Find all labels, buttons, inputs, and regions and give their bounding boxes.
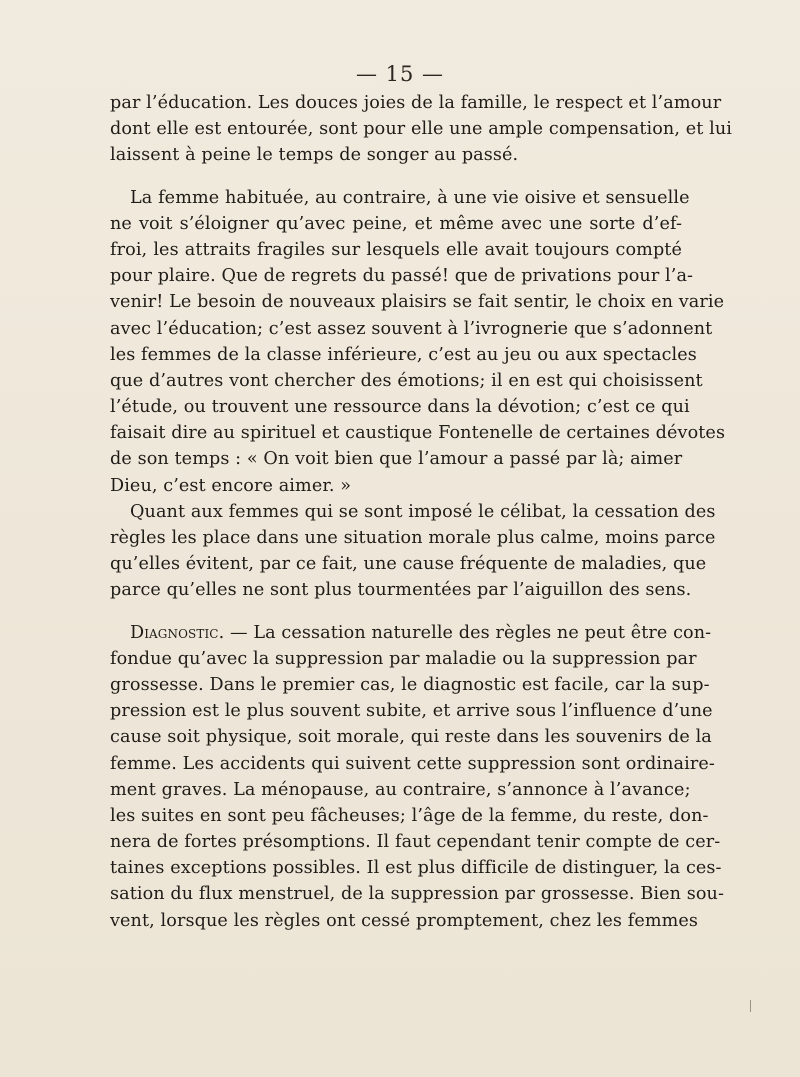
text-line: sation du flux menstruel, de la suppression par grossesse. Bien sou- — [110, 884, 725, 905]
text-line: l’étude, ou trouvent une ressource dans la dévotion; c’est ce qui — [110, 397, 690, 418]
text-line: grossesse. Dans le premier cas, le diagnostic est facile, car la sup- — [110, 674, 710, 695]
paragraph-1 — [110, 90, 733, 169]
text-line: ne voit s’éloigner qu’avec peine, et même avec une sorte d’ef- — [110, 213, 682, 234]
text-line: cause soit physique, soit morale, qui reste dans les souvenirs de la — [110, 727, 712, 748]
text-line: les suites en sont peu fâcheuses; l’âge de la femme, du reste, don- — [110, 805, 709, 826]
text-line: venir! Le besoin de nouveaux plaisirs se fait sentir, le choix en varie — [110, 292, 725, 313]
text-line: que d’autres vont chercher des émotions; il en est qui choisissent — [110, 370, 703, 391]
text-line: par l’éducation. Les douces joies de la famille, le respect et l’amour — [110, 93, 722, 113]
text-line: La femme habituée, au contraire, à une vie oisive et sensuelle — [130, 187, 690, 208]
text-line: ment graves. La ménopause, au contraire, s’annonce à l’avance; — [110, 779, 691, 800]
margin-mark — [750, 1000, 751, 1012]
text-line: faisait dire au spirituel et caustique Fontenelle de certaines dévotes — [110, 423, 726, 444]
text-line: Quant aux femmes qui se sont imposé le célibat, la cessation des — [130, 501, 716, 522]
paragraph-3 — [110, 499, 716, 604]
text-line: avec l’éducation; c’est assez souvent à l’ivrognerie que s’adonnent — [110, 318, 713, 339]
text-line: règles les place dans une situation morale plus calme, moins parce — [110, 528, 716, 548]
text-line: fondue qu’avec la suppression par maladie ou la suppression par — [110, 648, 697, 669]
text-line — [110, 620, 712, 646]
text-line: dont elle est entourée, sont pour elle une ample compensation, et lui — [110, 119, 733, 140]
paragraph-2 — [110, 185, 726, 499]
text-line: nera de fortes présomptions. Il faut cependant tenir compte de cer- — [110, 832, 721, 853]
text-line: de son temps : « On voit bien que l’amour a passé par là; aimer — [110, 449, 683, 470]
section-heading: Diagnostic. — [130, 622, 225, 643]
text-line: laissent à peine le temps de songer au passé. — [110, 145, 519, 166]
heading-line-rest: — La cessation naturelle des règles ne peut être con- — [224, 622, 712, 643]
text-line: femme. Les accidents qui suivent cette suppression sont ordinaire- — [110, 753, 715, 774]
text-line: froi, les attraits fragiles sur lesquels elle avait toujours compté — [110, 239, 682, 260]
paragraph-diagnostic — [110, 620, 725, 934]
text-line: les femmes de la classe inférieure, c’est au jeu ou aux spectacles — [110, 344, 697, 365]
page-body — [110, 90, 733, 934]
page-number: — 15 — — [355, 62, 445, 86]
text-line: qu’elles évitent, par ce fait, une cause fréquente de maladies, que — [110, 554, 707, 575]
paragraph-spacer — [110, 169, 682, 185]
text-line: taines exceptions possibles. Il est plus difficile de distinguer, la ces- — [110, 858, 722, 879]
paragraph-spacer — [110, 604, 682, 620]
text-line: pour plaire. Que de regrets du passé! que de privations pour l’a- — [110, 266, 694, 287]
text-line: Dieu, c’est encore aimer. » — [110, 475, 352, 496]
text-line: vent, lorsque les règles ont cessé promptement, chez les femmes — [110, 910, 699, 931]
text-line: pression est le plus souvent subite, et arrive sous l’influence d’une — [110, 701, 713, 722]
text-line: parce qu’elles ne sont plus tourmentées par l’aiguillon des sens. — [110, 580, 692, 601]
